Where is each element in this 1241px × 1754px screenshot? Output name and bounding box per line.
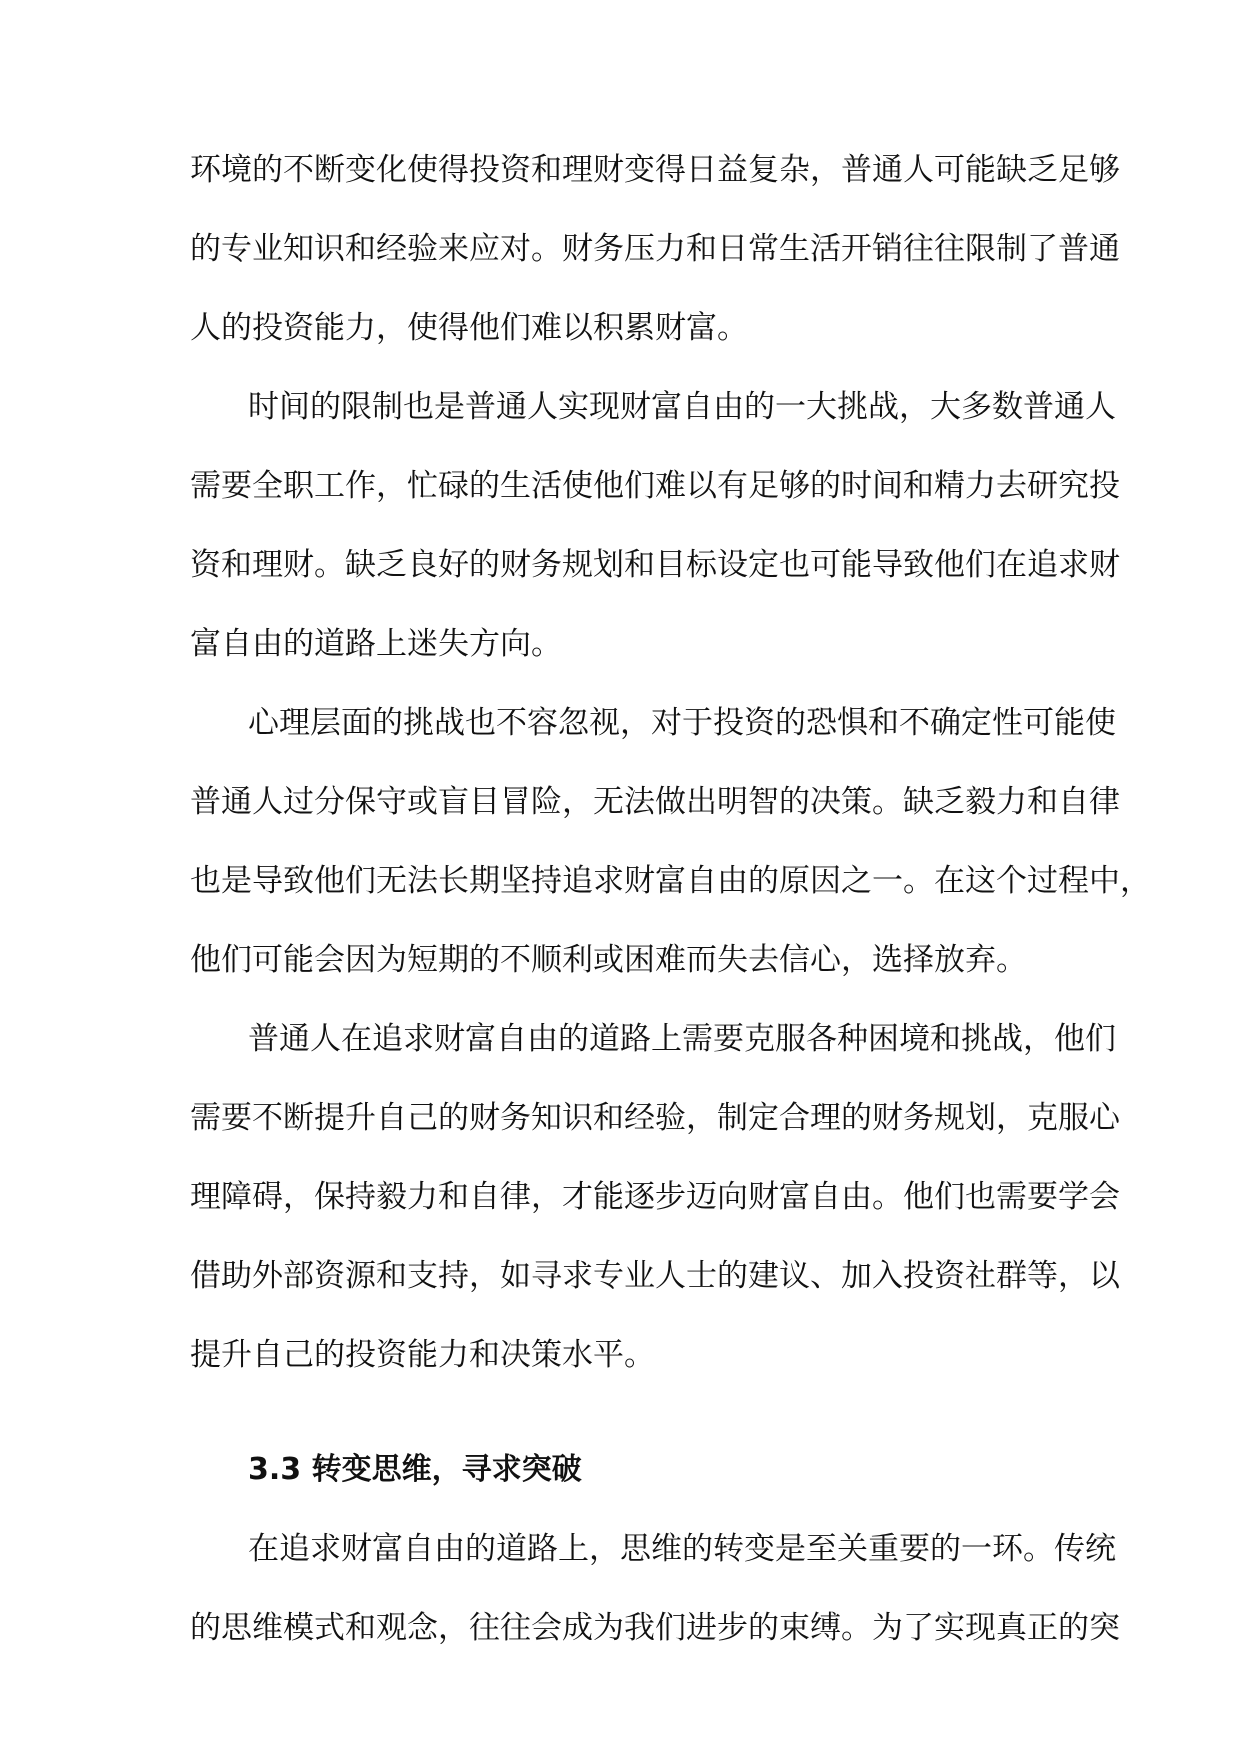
paragraph-line: 理障碍，保持毅力和自律，才能逐步迈向财富自由。他们也需要学会 <box>190 1179 1120 1215</box>
paragraph-line: 需要不断提升自己的财务知识和经验，制定合理的财务规划，克服心 <box>190 1100 1120 1136</box>
paragraph-line: 提升自己的投资能力和决策水平。 <box>190 1337 655 1373</box>
document-body <box>190 138 1151 1675</box>
paragraph-line: 他们可能会因为短期的不顺利或困难而失去信心，选择放弃。 <box>190 942 1027 978</box>
paragraph <box>190 1517 1120 1675</box>
paragraph-line: 借助外部资源和支持，如寻求专业人士的建议、加入投资社群等，以 <box>190 1258 1120 1294</box>
paragraph-line: 的思维模式和观念，往往会成为我们进步的束缚。为了实现真正的突 <box>190 1610 1120 1646</box>
paragraph-line: 也是导致他们无法长期坚持追求财富自由的原因之一。在这个过程中， <box>190 863 1151 899</box>
paragraph-line: 普通人在追求财富自由的道路上需要克服各种困境和挑战，他们 <box>248 1021 1116 1057</box>
paragraph <box>190 138 1120 375</box>
paragraph-line: 时间的限制也是普通人实现财富自由的一大挑战，大多数普通人 <box>248 389 1116 425</box>
paragraph-line: 富自由的道路上迷失方向。 <box>190 626 562 662</box>
paragraph-line: 心理层面的挑战也不容忽视，对于投资的恐惧和不确定性可能使 <box>248 705 1116 741</box>
paragraph-line: 普通人过分保守或盲目冒险，无法做出明智的决策。缺乏毅力和自律 <box>190 784 1120 820</box>
section-heading: 3.3 转变思维，寻求突破 <box>248 1452 582 1487</box>
paragraph-line: 环境的不断变化使得投资和理财变得日益复杂，普通人可能缺乏足够 <box>190 152 1120 188</box>
paragraph-line: 资和理财。缺乏良好的财务规划和目标设定也可能导致他们在追求财 <box>190 547 1120 583</box>
paragraph-line: 需要全职工作，忙碌的生活使他们难以有足够的时间和精力去研究投 <box>190 468 1120 504</box>
paragraph <box>190 1007 1120 1402</box>
paragraph-line: 人的投资能力，使得他们难以积累财富。 <box>190 310 748 346</box>
paragraph-line: 的专业知识和经验来应对。财务压力和日常生活开销往往限制了普通 <box>190 231 1120 267</box>
paragraph-line: 在追求财富自由的道路上，思维的转变是至关重要的一环。传统 <box>248 1531 1116 1567</box>
paragraph <box>190 375 1120 691</box>
section-spacer <box>190 1402 1060 1438</box>
paragraph <box>190 691 1151 1007</box>
